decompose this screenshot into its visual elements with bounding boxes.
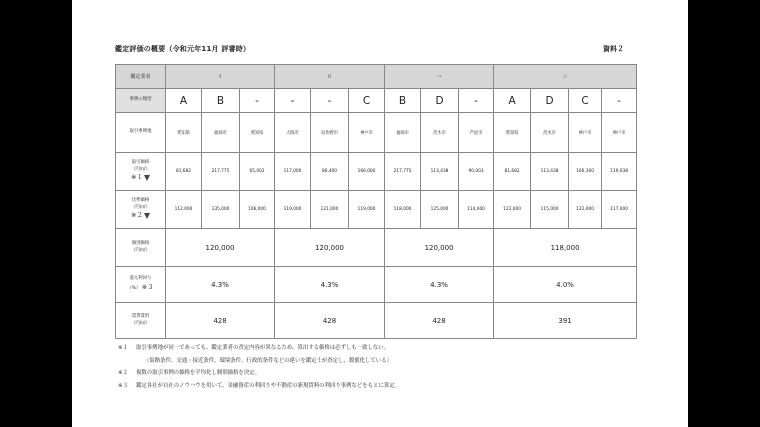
footnote	[118, 380, 400, 393]
note-marker: ※２	[131, 211, 143, 220]
group-header: ロ	[275, 65, 385, 89]
location-row	[116, 113, 637, 153]
table-cell: 117,000	[602, 191, 637, 229]
individual-row	[116, 229, 637, 267]
group-header: ハ	[385, 65, 494, 89]
document-number: 資料２	[603, 45, 624, 53]
down-arrow-icon	[144, 213, 150, 219]
row-label	[116, 229, 166, 267]
row-label-line1: 個別価格	[131, 240, 150, 246]
table-cell: 大阪市	[275, 113, 311, 153]
note-marker: ※３	[141, 282, 154, 291]
table-cell: 119,038	[602, 153, 637, 191]
table-cell: A	[166, 89, 202, 113]
table-cell: 65,003	[240, 153, 275, 191]
footnote	[118, 367, 400, 380]
table-cell: 81,682	[494, 153, 531, 191]
table-cell: 神戸市	[349, 113, 385, 153]
row-label-line1: 取引価格	[131, 160, 150, 166]
appraisal-table	[115, 64, 637, 339]
table-cell: 106,000	[240, 191, 275, 229]
table-cell: 泉佐野市	[311, 113, 349, 153]
table-cell: 4.3%	[385, 267, 494, 303]
yield-row	[116, 267, 637, 303]
table-cell: 4.3%	[275, 267, 385, 303]
table-cell: D	[421, 89, 459, 113]
row-label: 取引事例地	[116, 113, 166, 153]
table-cell: 121,000	[311, 191, 349, 229]
table-cell: 4.3%	[166, 267, 275, 303]
table-cell: -	[602, 89, 637, 113]
table-cell: 117,000	[275, 153, 311, 191]
footnotes	[118, 342, 400, 392]
row-label	[116, 303, 166, 339]
row-label	[116, 191, 166, 229]
row-label	[116, 267, 166, 303]
table-cell: 119,000	[275, 191, 311, 229]
row-label-line2: （%）	[127, 285, 141, 291]
table-cell: 114,000	[459, 191, 494, 229]
table-cell: 113,438	[421, 153, 459, 191]
table-cell: 神戸市	[569, 113, 602, 153]
footnote-marker: ※３	[118, 382, 128, 389]
footnote-text: 鑑定各社が自社のノウハウを用いて、金融資産の利回りや不動産の新規賃料の利回り事例などをもとに算定。	[136, 382, 401, 389]
footnote-text: 取引事例地が同一であっても、鑑定業者の査定内容が異なるため、算出する価格は必ずしも一致しない。	[136, 345, 390, 351]
footnote	[118, 342, 400, 355]
table-cell: 神戸市	[602, 113, 637, 153]
table-cell: 120,000	[385, 229, 494, 267]
footnote	[118, 355, 400, 368]
table-cell: A	[494, 89, 531, 113]
table-cell: -	[275, 89, 311, 113]
table-cell: 217,775	[385, 153, 421, 191]
table-cell: 福岡市	[385, 113, 421, 153]
table-cell: 茨木市	[531, 113, 569, 153]
table-cell: B	[202, 89, 240, 113]
rent-row	[116, 303, 637, 339]
document-page	[72, 0, 688, 427]
table-cell: 118,000	[494, 229, 637, 267]
table-cell: 118,000	[385, 191, 421, 229]
table-cell: 428	[385, 303, 494, 339]
header-label: 鑑定業者	[116, 65, 166, 89]
table-cell: 90,003	[459, 153, 494, 191]
row-label-line2: （円/㎡）	[130, 204, 151, 210]
table-cell: 115,000	[531, 191, 569, 229]
note-marker: ※１	[131, 173, 143, 182]
table-cell: 120,000	[166, 229, 275, 267]
row-label: 事例の類型	[116, 89, 166, 113]
table-cell: 茨木市	[421, 113, 459, 153]
table-cell: 122,000	[494, 191, 531, 229]
row-label-line1: 比準価格	[131, 198, 150, 204]
table-cell: 166,300	[569, 153, 602, 191]
down-arrow-icon	[144, 175, 150, 181]
table-cell: C	[569, 89, 602, 113]
table-cell: 428	[166, 303, 275, 339]
table-cell: 愛知県	[166, 113, 202, 153]
table-cell: 166,000	[349, 153, 385, 191]
table-cell: 217,775	[202, 153, 240, 191]
table-cell: 391	[494, 303, 637, 339]
table-cell: 113,438	[531, 153, 569, 191]
table-cell: 福岡市	[202, 113, 240, 153]
table-cell: 120,000	[275, 229, 385, 267]
document-title: 鑑定評価の概要（令和元年11月 評審時）	[115, 45, 251, 53]
table-cell: 愛知県	[494, 113, 531, 153]
comparable-row	[116, 191, 637, 229]
type-row	[116, 89, 637, 113]
table-cell: 81,682	[166, 153, 202, 191]
table-cell: -	[459, 89, 494, 113]
table-cell: -	[240, 89, 275, 113]
price-row	[116, 153, 637, 191]
row-label-line2: （円/㎡）	[130, 320, 151, 326]
table-cell: 112,000	[166, 191, 202, 229]
row-label-line1: 賃貸賃料	[131, 313, 150, 319]
table-cell: 428	[275, 303, 385, 339]
table-cell: D	[531, 89, 569, 113]
header-row	[116, 65, 637, 89]
table-cell: 芦屋市	[459, 113, 494, 153]
table-cell: 愛知県	[240, 113, 275, 153]
row-label-line1: 還元利回り	[129, 276, 152, 282]
row-label	[116, 153, 166, 191]
footnote-text: （街路条件、交通・接近条件、環境条件、行政的条件などの違いを鑑定士が査定し、数値化している）	[144, 357, 392, 364]
footnote-marker: ※１	[118, 345, 128, 351]
table-cell: 125,000	[421, 191, 459, 229]
row-label-line2: （円/㎡）	[130, 166, 151, 172]
table-cell: 4.0%	[494, 267, 637, 303]
footnote-text: 複数の取引事例の価格を平均化し個別価格を決定。	[136, 370, 260, 376]
table-cell: -	[311, 89, 349, 113]
footnote-marker: ※２	[118, 370, 128, 376]
table-cell: 86,400	[311, 153, 349, 191]
group-header: ニ	[494, 65, 637, 89]
table-cell: B	[385, 89, 421, 113]
table-cell: 119,000	[349, 191, 385, 229]
group-header: イ	[166, 65, 275, 89]
row-label-line2: （円/㎡）	[130, 247, 151, 253]
table-cell: 135,000	[202, 191, 240, 229]
table-cell: 122,000	[569, 191, 602, 229]
table-cell: C	[349, 89, 385, 113]
